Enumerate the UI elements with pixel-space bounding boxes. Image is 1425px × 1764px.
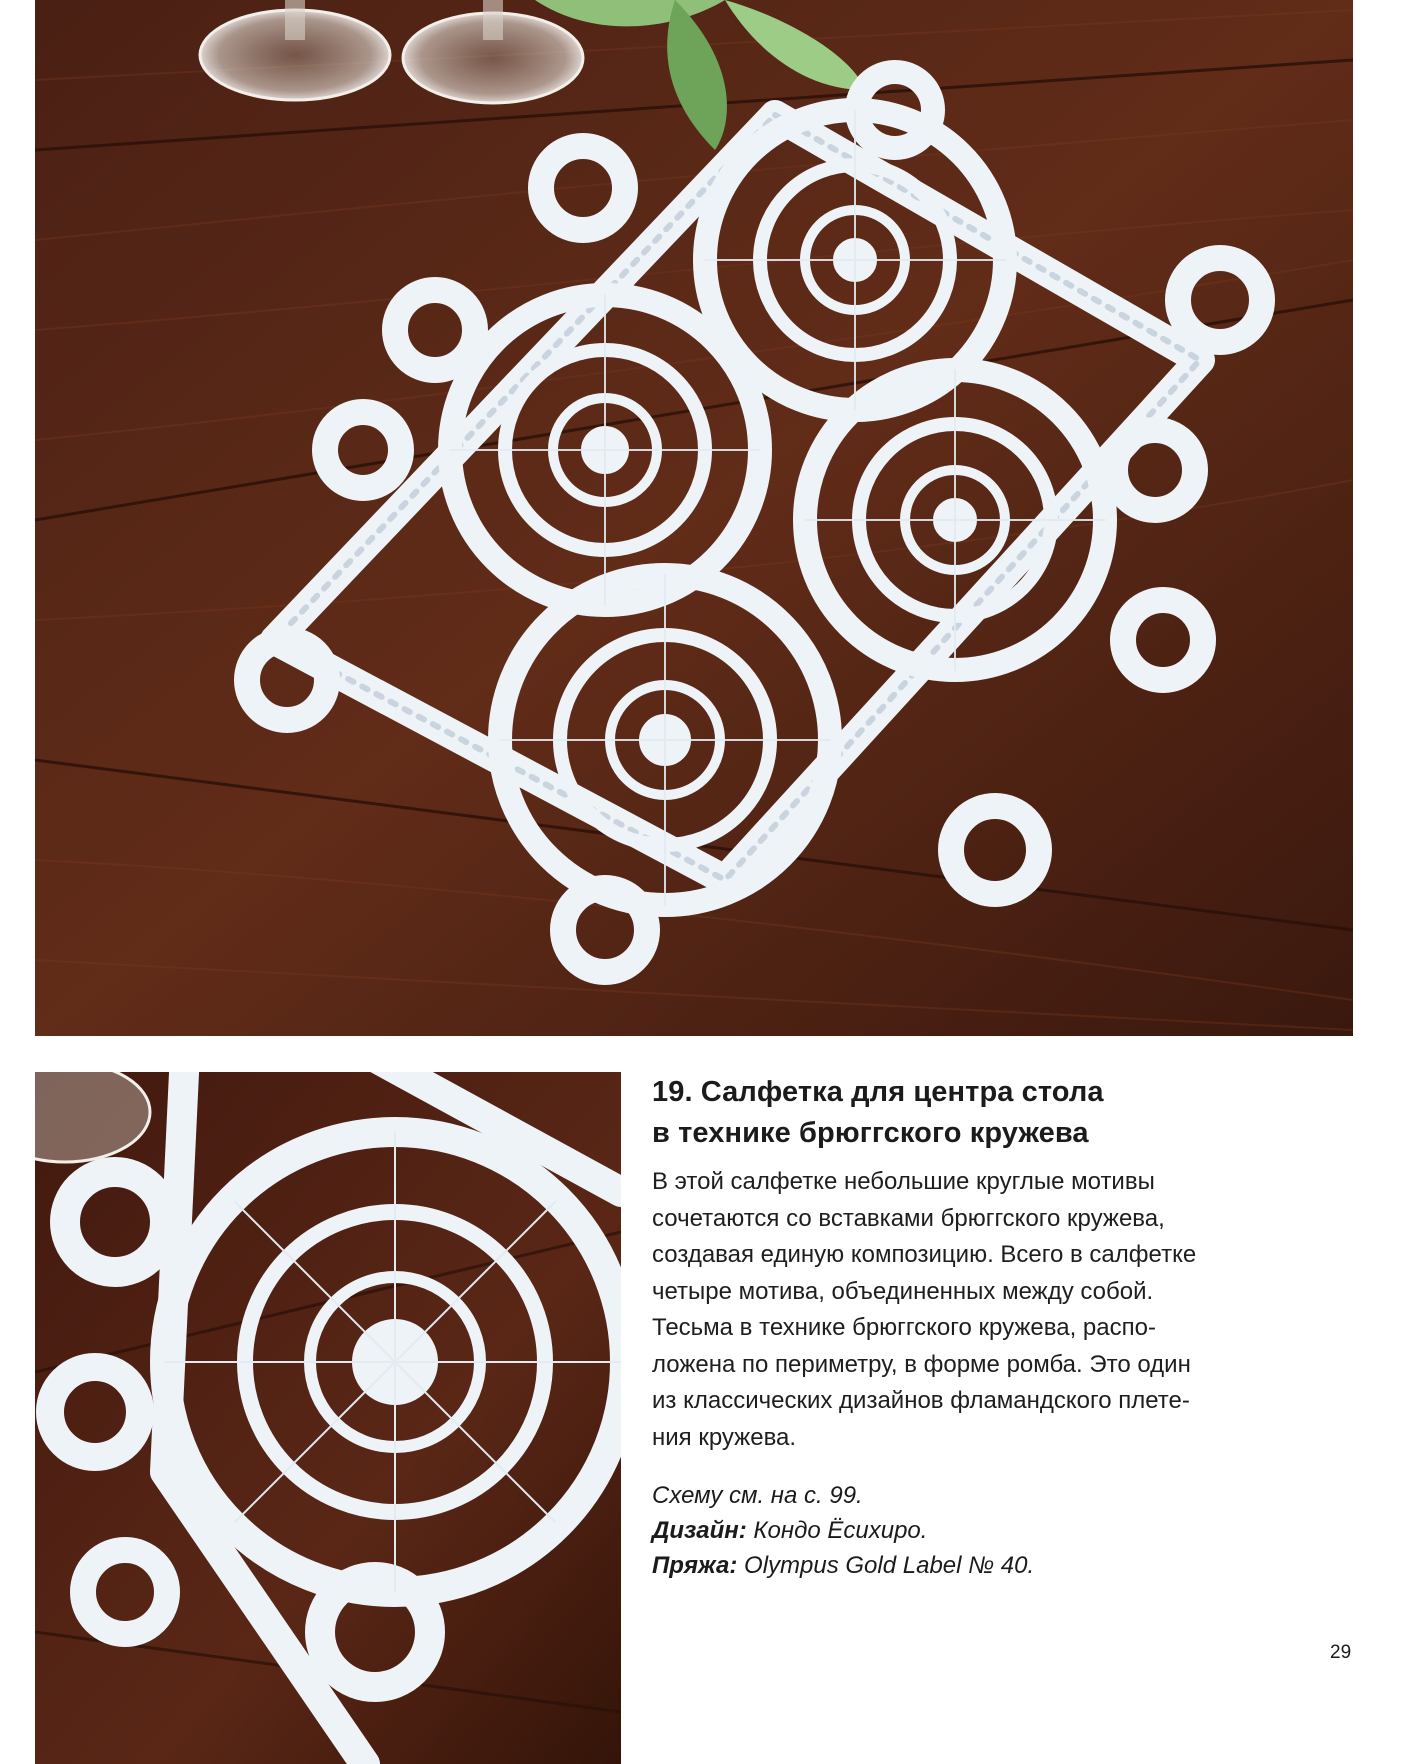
scheme-reference: Схему см. на с. 99.: [652, 1482, 863, 1509]
doily-photo-detail: [35, 1072, 621, 1764]
article-body-line: Тесьма в технике брюггского кружева, распо-: [652, 1314, 1156, 1341]
design-value: Кондо Ёсихиро.: [746, 1517, 928, 1544]
article-body-line: сочетаются со вставками брюггского кружева,: [652, 1204, 1165, 1232]
doily-photo-detail-image: [35, 1072, 621, 1764]
yarn-value: Olympus Gold Label № 40.: [737, 1552, 1035, 1579]
article: [652, 1072, 1312, 1583]
article-body-line: В этой салфетке небольшие круглые мотивы: [652, 1168, 1155, 1195]
design-label: Дизайн:: [652, 1517, 747, 1544]
doily-photo-main: [35, 0, 1353, 1036]
design-credit: [652, 1513, 1312, 1548]
article-title-line: в технике брюггского кружева: [652, 1117, 1089, 1149]
article-body: [652, 1164, 1312, 1456]
yarn-label: Пряжа:: [652, 1552, 738, 1579]
article-title: [652, 1072, 1312, 1154]
article-body-line: ния кружева.: [652, 1423, 797, 1451]
doily-photo-main-image: [35, 0, 1353, 1036]
page-number: 29: [1330, 1642, 1352, 1663]
article-body-line: из классических дизайнов фламандского плете-: [652, 1387, 1190, 1414]
article-body-line: создавая единую композицию. Всего в салфетке: [652, 1241, 1197, 1268]
yarn-credit: [652, 1548, 1312, 1583]
article-title-line: 19. Салфетка для центра стола: [652, 1076, 1104, 1108]
article-body-line: четыре мотива, объединенных между собой.: [652, 1277, 1154, 1305]
article-meta: [652, 1478, 1312, 1583]
article-body-line: ложена по периметру, в форме ромба. Это один: [652, 1350, 1191, 1378]
